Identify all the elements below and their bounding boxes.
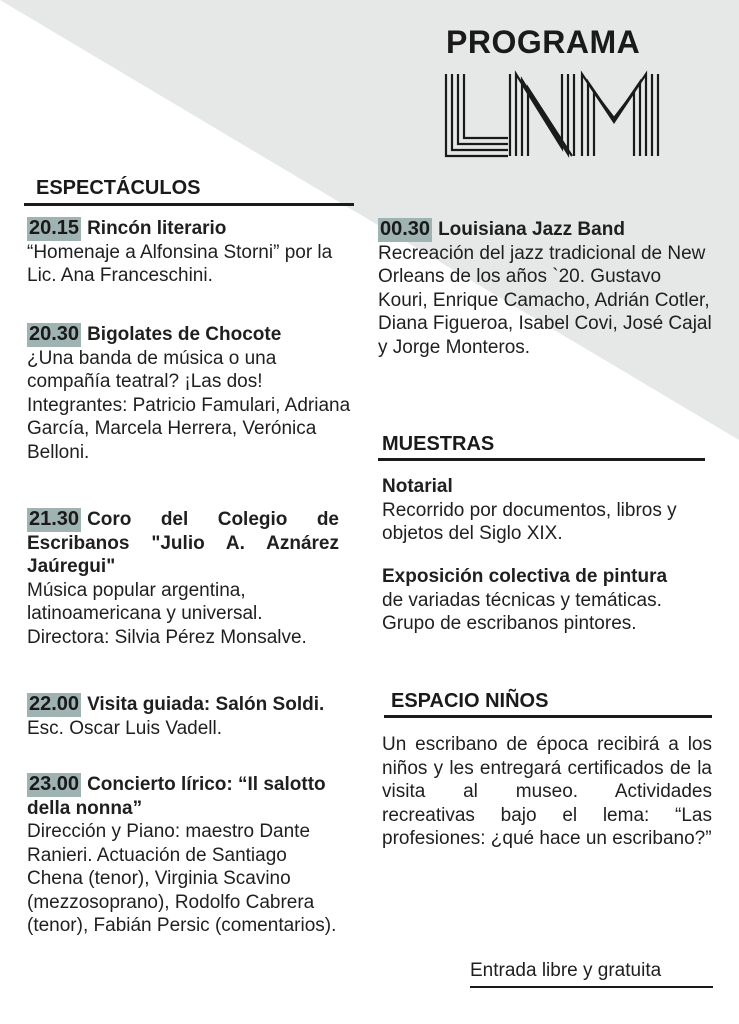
event-time: 00.30 [380, 218, 431, 240]
event-2130 [27, 508, 339, 649]
event-0030 [378, 218, 713, 359]
event-description: “Homenaje a Alfonsina Storni” por la Lic. Ana Franceschini. [27, 241, 333, 286]
event-title: Rincón literario [87, 218, 227, 239]
event-title: Concierto lírico: “Il salotto della nonna” [27, 774, 326, 819]
event-title: Visita guiada: Salón Soldi. [87, 694, 325, 715]
event-description: Dirección y Piano: maestro Dante Ranieri. Actuación de Santiago Chena (tenor), Virginia Scavino (mezzosoprano), Rodolfo Cabrera (tenor), Fabián Persic (comentarios). [27, 821, 337, 936]
muestra-description: de variadas técnicas y temáticas. Grupo de escribanos pintores. [382, 589, 662, 634]
muestra-pintura [382, 565, 717, 636]
event-time: 22.00 [29, 693, 80, 715]
espacio-ninos-heading: ESPACIO NIÑOS [391, 690, 549, 712]
event-time: 23.00 [29, 773, 80, 795]
espacio-ninos-rule [384, 715, 712, 718]
lnm-logo [444, 74, 670, 158]
muestras-heading: MUESTRAS [382, 433, 495, 455]
espectaculos-rule [24, 203, 354, 206]
event-2015 [27, 217, 347, 288]
event-time: 21.30 [29, 508, 80, 530]
event-time: 20.15 [29, 217, 80, 239]
event-description: ¿Una banda de música o una compañía teatral? ¡Las dos! Integrantes: Patricio Famulari, Adriana García, Marcela Herrera, Verónica Belloni. [27, 347, 351, 463]
espacio-ninos-description: Un escribano de época recibirá a los niños y les entregará certificados de la visita al museo. Actividades recreativas bajo el lema: “Las profesiones: ¿qué hace un escribano?” [382, 734, 712, 849]
event-description: Música popular argentina, latinoamericana y universal. Directora: Silvia Pérez Monsalve. [27, 579, 307, 648]
event-2200 [27, 693, 327, 740]
event-title: Bigolates de Chocote [87, 324, 282, 345]
event-2300 [27, 773, 347, 938]
espacio-ninos-text [382, 733, 712, 851]
muestra-description: Recorrido por documentos, libros y objetos del Siglo XIX. [382, 499, 677, 544]
event-description: Esc. Oscar Luis Vadell. [27, 717, 223, 739]
footer-rule [470, 986, 713, 988]
muestra-title: Notarial [382, 476, 453, 497]
muestras-rule [378, 458, 705, 461]
event-title: Coro del Colegio de Escribanos "Julio A. Aznárez Jaúregui" [27, 509, 339, 577]
footer-note: Entrada libre y gratuita [470, 960, 662, 981]
event-title: Louisiana Jazz Band [438, 219, 625, 240]
page-title: PROGRAMA [446, 24, 641, 60]
muestra-title: Exposición colectiva de pintura [382, 566, 668, 587]
muestra-notarial [382, 475, 717, 546]
event-2030 [27, 323, 362, 464]
event-description: Recreación del jazz tradicional de New Orleans de los años `20. Gustavo Kouri, Enrique Camacho, Adrián Cotler, Diana Figueroa, Isabel Covi, José Cajal y Jorge Monteros. [378, 242, 712, 358]
espectaculos-heading: ESPECTÁCULOS [36, 177, 201, 199]
event-time: 20.30 [29, 323, 80, 345]
